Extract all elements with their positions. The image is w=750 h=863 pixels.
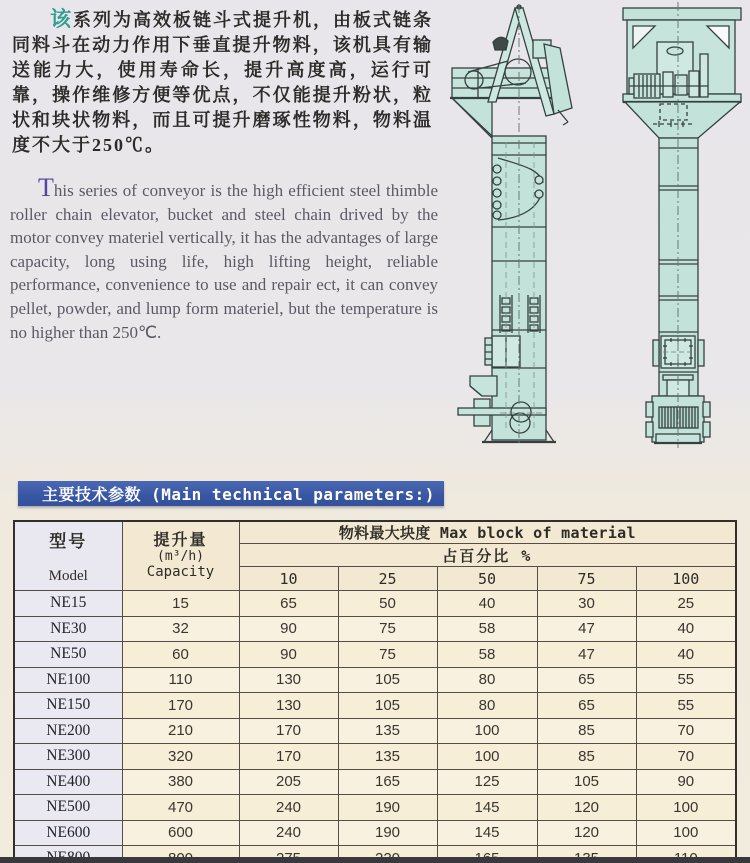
value-cell: 100 — [437, 744, 537, 770]
value-cell: 70 — [636, 744, 736, 770]
capacity-cell: 600 — [122, 820, 239, 846]
header-col-25: 25 — [338, 567, 437, 591]
header-max-block: 物料最大块度 Max block of material — [239, 521, 736, 544]
front-view-linework — [623, 2, 741, 448]
capacity-cell: 170 — [122, 693, 239, 719]
value-cell: 58 — [437, 616, 537, 642]
header-col-75: 75 — [537, 567, 636, 591]
technical-parameters-table — [13, 520, 737, 863]
header-col-50: 50 — [437, 567, 537, 591]
value-cell: 240 — [239, 795, 338, 821]
value-cell: 47 — [537, 616, 636, 642]
model-cell: NE100 — [14, 667, 122, 693]
value-cell: 75 — [338, 642, 437, 668]
value-cell: 85 — [537, 744, 636, 770]
value-cell: 90 — [636, 769, 736, 795]
capacity-cell: 320 — [122, 744, 239, 770]
capacity-cell: 32 — [122, 616, 239, 642]
model-cell: NE500 — [14, 795, 122, 821]
value-cell: 145 — [437, 795, 537, 821]
side-view-head-section — [450, 5, 572, 138]
table-row — [14, 693, 736, 719]
value-cell: 105 — [537, 769, 636, 795]
chinese-intro-text: 系列为高效板链斗式提升机，由板式链条同料斗在动力作用下垂直提升物料，该机具有输送能力大，使用寿命长，提升高度高，运行可靠，操作维修方便等优点，不仅能提升粉状，粒状和块状物料，而且可提升磨琢性物料，物料温度不大于250℃。 — [12, 10, 433, 155]
header-capacity-unit: (m³/h) — [157, 549, 204, 564]
value-cell: 30 — [537, 591, 636, 617]
table-row — [14, 795, 736, 821]
model-cell: NE300 — [14, 744, 122, 770]
table-row — [14, 642, 736, 668]
model-cell: NE600 — [14, 820, 122, 846]
value-cell: 80 — [437, 667, 537, 693]
table-body — [14, 591, 736, 863]
model-cell: NE200 — [14, 718, 122, 744]
value-cell: 120 — [537, 820, 636, 846]
section-header-bar — [18, 481, 444, 506]
side-view-linework — [450, 4, 572, 446]
value-cell: 205 — [239, 769, 338, 795]
english-intro-paragraph — [10, 173, 438, 344]
value-cell: 190 — [338, 795, 437, 821]
value-cell: 145 — [437, 820, 537, 846]
elevator-front-view-drawing — [597, 2, 750, 452]
value-cell: 165 — [338, 769, 437, 795]
table-row — [14, 718, 736, 744]
value-cell: 120 — [537, 795, 636, 821]
chinese-intro-paragraph — [12, 7, 433, 158]
table-row — [14, 744, 736, 770]
value-cell: 80 — [437, 693, 537, 719]
value-cell: 170 — [239, 744, 338, 770]
table-row — [14, 667, 736, 693]
header-capacity — [122, 521, 239, 591]
capacity-cell: 210 — [122, 718, 239, 744]
value-cell: 50 — [338, 591, 437, 617]
section-header-title: 主要技术参数 (Main technical parameters:) — [42, 485, 435, 504]
english-drop-cap: T — [38, 173, 54, 202]
value-cell: 70 — [636, 718, 736, 744]
model-cell: NE400 — [14, 769, 122, 795]
value-cell: 90 — [239, 642, 338, 668]
value-cell: 65 — [239, 591, 338, 617]
value-cell: 55 — [636, 693, 736, 719]
table-header — [14, 521, 736, 591]
value-cell: 100 — [636, 795, 736, 821]
value-cell: 65 — [537, 693, 636, 719]
value-cell: 90 — [239, 616, 338, 642]
capacity-cell: 110 — [122, 667, 239, 693]
capacity-cell: 60 — [122, 642, 239, 668]
header-col-100: 100 — [636, 567, 736, 591]
table-header-row-1 — [14, 521, 736, 544]
model-cell: NE15 — [14, 591, 122, 617]
header-percent: 占百分比 % — [239, 544, 736, 567]
value-cell: 55 — [636, 667, 736, 693]
header-model — [14, 521, 122, 591]
english-intro-text: his series of conveyor is the high efficient steel thimble roller chain elevator, bucket and steel chain drived by the motor convey materiel vertically, it has the advantages of large capacity, long using life, high lifting height, reliable performance, convenience to use and repair ect, it can convey pellet, powder, and lump form materiel, but the temperature is no higher than 250℃. — [10, 181, 438, 342]
value-cell: 100 — [437, 718, 537, 744]
header-capacity-cn: 提升量 — [153, 532, 208, 549]
table-row — [14, 616, 736, 642]
capacity-cell: 470 — [122, 795, 239, 821]
model-cell: NE150 — [14, 693, 122, 719]
value-cell: 47 — [537, 642, 636, 668]
front-view-head-section — [623, 8, 741, 102]
capacity-cell: 15 — [122, 591, 239, 617]
chinese-drop-cap: 该 — [50, 7, 73, 31]
value-cell: 135 — [338, 718, 437, 744]
value-cell: 240 — [239, 820, 338, 846]
header-col-10: 10 — [239, 567, 338, 591]
header-capacity-en: Capacity — [146, 564, 215, 580]
side-view-inspection-door — [485, 336, 520, 367]
value-cell: 65 — [537, 667, 636, 693]
header-model-en: Model — [48, 568, 88, 584]
table-row — [14, 591, 736, 617]
value-cell: 170 — [239, 718, 338, 744]
value-cell: 40 — [636, 642, 736, 668]
table-row — [14, 820, 736, 846]
model-cell: NE50 — [14, 642, 122, 668]
model-cell: NE30 — [14, 616, 122, 642]
value-cell: 85 — [537, 718, 636, 744]
page-bottom-scan-edge — [0, 857, 750, 863]
value-cell: 100 — [636, 820, 736, 846]
value-cell: 40 — [437, 591, 537, 617]
value-cell: 125 — [437, 769, 537, 795]
value-cell: 25 — [636, 591, 736, 617]
value-cell: 105 — [338, 667, 437, 693]
header-model-cn: 型号 — [49, 532, 88, 551]
table-row — [14, 769, 736, 795]
value-cell: 58 — [437, 642, 537, 668]
value-cell: 105 — [338, 693, 437, 719]
value-cell: 190 — [338, 820, 437, 846]
value-cell: 75 — [338, 616, 437, 642]
value-cell: 130 — [239, 693, 338, 719]
value-cell: 130 — [239, 667, 338, 693]
capacity-cell: 380 — [122, 769, 239, 795]
value-cell: 40 — [636, 616, 736, 642]
value-cell: 135 — [338, 744, 437, 770]
elevator-side-view-drawing — [430, 2, 592, 452]
